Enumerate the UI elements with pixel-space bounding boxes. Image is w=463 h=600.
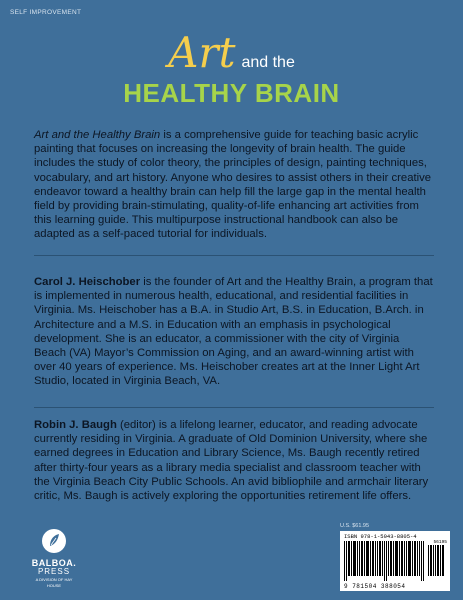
- book-description: [34, 128, 434, 242]
- publisher-logo: [28, 528, 80, 589]
- description-title: Art and the Healthy Brain: [34, 129, 161, 141]
- addon-text: 56195: [433, 540, 447, 545]
- title-and-the: and the: [241, 54, 295, 71]
- divider-top: [34, 255, 434, 256]
- editor-bio-text: (editor) is a lifelong learner, educator, and reading advocate currently residing in Virginia. A graduate of Old Dominion University, where she earned degrees in Education and Library Science, Ms. Baugh recently retired after thirty-four years as a library media specialist and classroom teacher with the Virginia Beach City Public Schools. An avid bibliophile and armchair literary critic, Ms. Baugh is actively exploring the opportunities retirement life offers.: [34, 419, 429, 503]
- description-text: is a comprehensive guide for teaching basic acrylic painting that focuses on increasing the longevity of brain health. The guide includes the study of color theory, the principles of design, painting techniques, vocabulary, and art history. Anyone who desires to assist others in their creative endeavor toward a healthy brain can help fill the large gap in the mental health field by providing brain-stimulating, quality-of-life enhancing art activities from this learning guide. This multipurpose instructional handbook can also be adapted as a self-paced tutorial for individuals.: [34, 129, 432, 241]
- publisher-name: BALBOA.: [31, 558, 77, 568]
- author-bio: [34, 275, 434, 389]
- price-label: U.S. $61.95: [340, 523, 370, 529]
- book-title: [0, 28, 463, 109]
- category-label: SELF IMPROVEMENT: [10, 9, 82, 16]
- publisher-imprint: A DIVISION OF HAY HOUSE: [35, 577, 73, 588]
- title-healthy-brain: HEALTHY BRAIN: [123, 78, 340, 108]
- publisher-sub: PRESS: [37, 567, 71, 576]
- author-bio-text: is the founder of Art and the Healthy Brain, a program that is implemented in numerous health, educational, and residential facilities in Virginia. Ms. Heischober has a B.A. in Studio Art, B.S. in Education, B.Arch. in Architecture and a M.S. in Education with an emphasis in psychological development. She is an educator, a commissioner with the city of Virginia Beach (VA) Mayor’s Commission on Aging, and an award-winning artist with over 40 years of experience. Ms. Heischober creates art at the Inner Light Art Studio, located in Virginia Beach, VA.: [34, 276, 433, 388]
- title-art: Art: [168, 28, 236, 77]
- barcode: [340, 531, 450, 591]
- balboa-leaf-icon: [41, 528, 67, 554]
- ean-text: 9 781504 388054: [344, 583, 406, 590]
- editor-name: Robin J. Baugh: [34, 419, 117, 431]
- isbn-text: ISBN 978-1-5043-8805-4: [344, 533, 417, 540]
- barcode-bars: [344, 541, 446, 581]
- divider-middle: [34, 407, 434, 408]
- author-name: Carol J. Heischober: [34, 276, 141, 288]
- title-line-1: [0, 28, 463, 77]
- editor-bio: [34, 418, 434, 503]
